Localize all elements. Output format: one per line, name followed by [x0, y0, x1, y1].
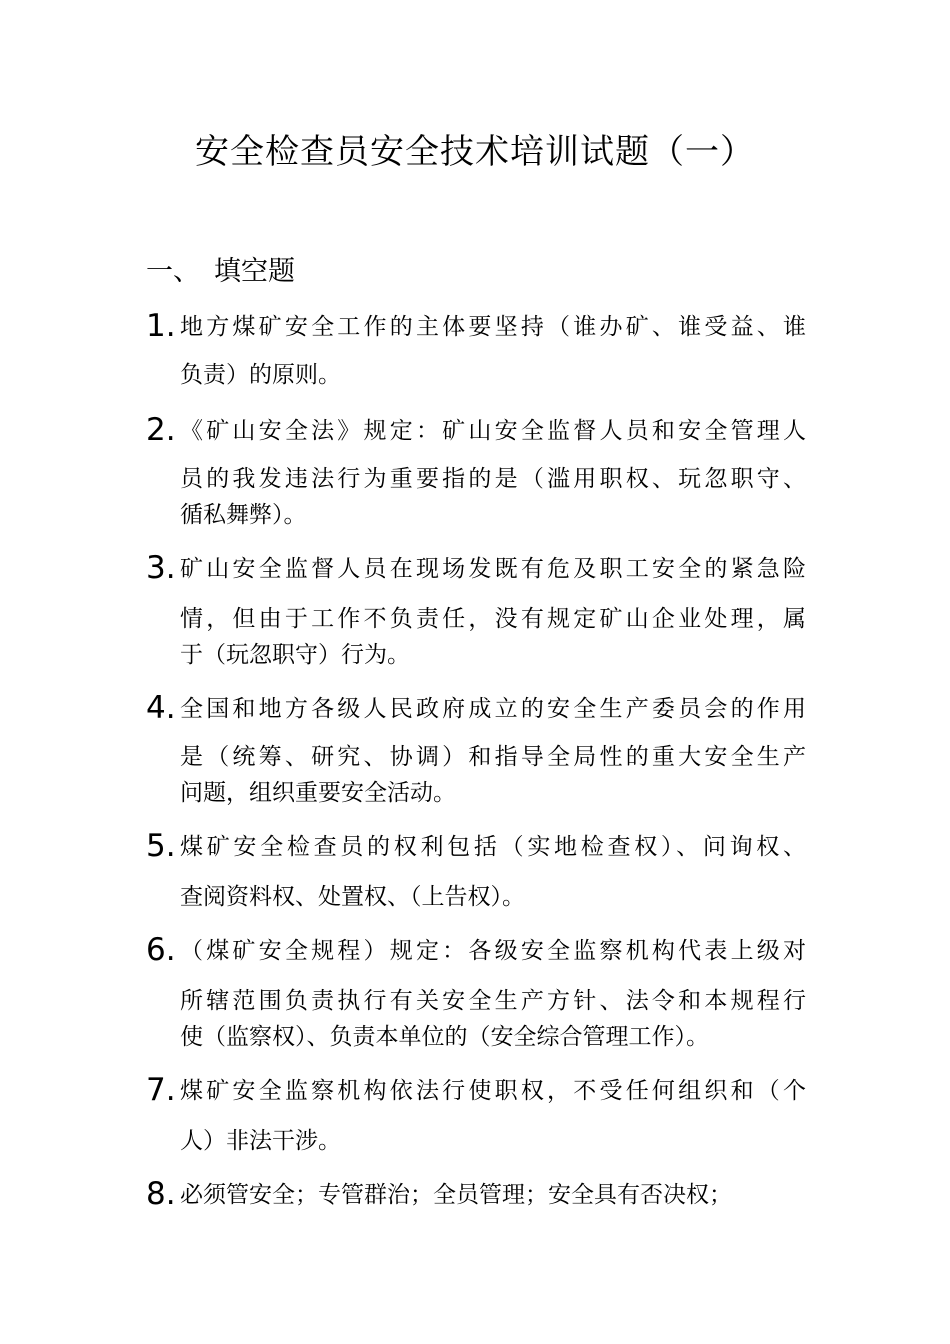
question-line: 问题，组织重要安全活动。: [180, 780, 456, 806]
question-line: 查阅资料权、处置权、（上告权）。: [180, 884, 525, 910]
question-line: 所辖范围负责执行有关安全生产方针、法令和本规程行: [180, 988, 806, 1014]
section-number: 一、: [146, 256, 200, 287]
question-line: 全国和地方各级人民政府成立的安全生产委员会的作用: [180, 696, 806, 722]
question-line: 人）非法干涉。: [180, 1128, 341, 1154]
question-line: 是（统筹、研究、协调）和指导全局性的重大安全生产: [180, 744, 806, 770]
question-line: 于（玩忽职守）行为。: [180, 642, 410, 668]
question-line: 情，但由于工作不负责任，没有规定矿山企业处理，属: [180, 606, 806, 632]
question-number: 1.: [146, 308, 176, 344]
question-number: 6.: [146, 932, 176, 968]
question-number: 5.: [146, 828, 176, 864]
question-line: 使（监察权）、负责本单位的（安全综合管理工作）。: [180, 1024, 709, 1050]
question-number: 4.: [146, 690, 176, 726]
question-line: 地方煤矿安全工作的主体要坚持（谁办矿、谁受益、谁: [180, 314, 806, 340]
question-line: 矿山安全监督人员在现场发既有危及职工安全的紧急险: [180, 556, 806, 582]
section-heading: [146, 252, 295, 292]
question-line: 循私舞弊）。: [180, 502, 307, 528]
question-line: 煤矿安全检查员的权利包括（实地检查权）、问询权、: [180, 834, 806, 860]
question-line: （煤矿安全规程）规定：各级安全监察机构代表上级对: [180, 938, 806, 964]
question-line: 负责）的原则。: [180, 362, 341, 388]
question-number: 2.: [146, 412, 176, 448]
section-label: 填空题: [214, 256, 295, 287]
question-number: 3.: [146, 550, 176, 586]
question-line: 《矿山安全法》规定：矿山安全监督人员和安全管理人: [180, 418, 806, 444]
question-number: 7.: [146, 1072, 176, 1108]
question-line: 煤矿安全监察机构依法行使职权，不受任何组织和（个: [180, 1078, 806, 1104]
question-number: 8.: [146, 1176, 176, 1212]
page-title: 安全检查员安全技术培训试题（一）: [195, 132, 755, 172]
question-line: 员的我发违法行为重要指的是（滥用职权、玩忽职守、: [180, 466, 806, 492]
question-line: 必须管安全；专管群治；全员管理；安全具有否决权；: [180, 1182, 732, 1208]
